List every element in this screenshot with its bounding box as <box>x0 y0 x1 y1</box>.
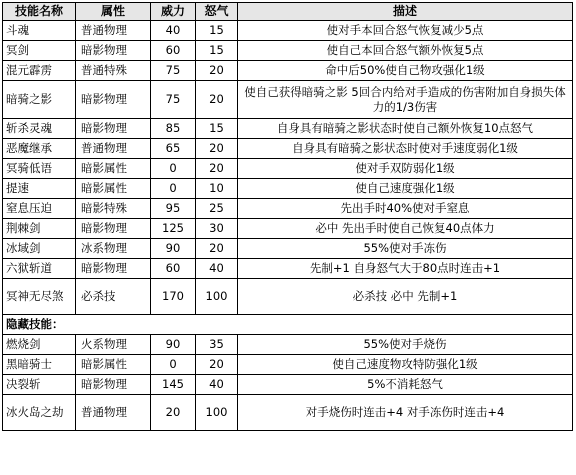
table-row <box>3 219 573 239</box>
skill-desc: 使自己速度物攻特防强化1级 <box>238 355 573 375</box>
hidden-skills-section-row <box>3 315 573 335</box>
skill-desc: 55%使对手烧伤 <box>238 335 573 355</box>
table-row <box>3 119 573 139</box>
skill-name: 黑暗骑士 <box>3 355 76 375</box>
table-row <box>3 139 573 159</box>
skill-desc: 使对手双防弱化1级 <box>238 159 573 179</box>
skill-anger: 100 <box>196 395 238 431</box>
skill-anger: 20 <box>196 81 238 119</box>
table-row <box>3 355 573 375</box>
table-row <box>3 239 573 259</box>
skill-anger: 30 <box>196 219 238 239</box>
skill-name: 决裂斩 <box>3 375 76 395</box>
skill-name: 暗骑之影 <box>3 81 76 119</box>
skill-name: 荆棘剑 <box>3 219 76 239</box>
skill-attr: 暗影物理 <box>76 259 151 279</box>
skill-anger: 40 <box>196 259 238 279</box>
skill-desc: 自身具有暗骑之影状态时使对手速度弱化1级 <box>238 139 573 159</box>
skill-table <box>2 2 573 431</box>
skill-desc: 使对手本回合怒气恢复减少5点 <box>238 21 573 41</box>
skill-name: 窒息压迫 <box>3 199 76 219</box>
skill-power: 145 <box>151 375 196 395</box>
table-row <box>3 81 573 119</box>
skill-desc: 55%使对手冻伤 <box>238 239 573 259</box>
skill-attr: 普通物理 <box>76 21 151 41</box>
skill-power: 65 <box>151 139 196 159</box>
header-attr: 属性 <box>76 3 151 21</box>
skill-name: 提速 <box>3 179 76 199</box>
skill-attr: 普通物理 <box>76 139 151 159</box>
skill-attr: 火系物理 <box>76 335 151 355</box>
skill-anger: 35 <box>196 335 238 355</box>
skill-desc: 使自己速度强化1级 <box>238 179 573 199</box>
skill-name: 混元霹雳 <box>3 61 76 81</box>
skill-desc: 必中 先出手时使自己恢复40点体力 <box>238 219 573 239</box>
skill-desc: 必杀技 必中 先制+1 <box>238 279 573 315</box>
skill-name: 冥剑 <box>3 41 76 61</box>
skill-desc: 先出手时40%使对手窒息 <box>238 199 573 219</box>
skill-power: 40 <box>151 21 196 41</box>
skill-anger: 20 <box>196 61 238 81</box>
skill-power: 85 <box>151 119 196 139</box>
table-row <box>3 179 573 199</box>
table-row <box>3 375 573 395</box>
skill-anger: 40 <box>196 375 238 395</box>
skill-attr: 普通特殊 <box>76 61 151 81</box>
skill-attr: 暗影物理 <box>76 81 151 119</box>
skill-anger: 20 <box>196 139 238 159</box>
table-row <box>3 395 573 431</box>
skill-anger: 100 <box>196 279 238 315</box>
skill-power: 0 <box>151 179 196 199</box>
skill-name: 燃烧剑 <box>3 335 76 355</box>
skill-name: 六狱斩道 <box>3 259 76 279</box>
table-row <box>3 61 573 81</box>
table-row <box>3 259 573 279</box>
hidden-skills-title: 隐藏技能： <box>3 315 573 335</box>
skill-power: 90 <box>151 335 196 355</box>
skill-anger: 15 <box>196 41 238 61</box>
skill-desc: 5%不消耗怒气 <box>238 375 573 395</box>
skill-attr: 冰系物理 <box>76 239 151 259</box>
skill-power: 20 <box>151 395 196 431</box>
skill-attr: 暗影属性 <box>76 159 151 179</box>
skill-desc: 对手烧伤时连击+4 对手冻伤时连击+4 <box>238 395 573 431</box>
skill-attr: 暗影物理 <box>76 119 151 139</box>
skill-anger: 20 <box>196 159 238 179</box>
skill-anger: 25 <box>196 199 238 219</box>
skill-attr: 暗影物理 <box>76 41 151 61</box>
skill-power: 95 <box>151 199 196 219</box>
skill-power: 60 <box>151 259 196 279</box>
skill-name: 冰域剑 <box>3 239 76 259</box>
skill-desc: 自身具有暗骑之影状态时使自己额外恢复10点怒气 <box>238 119 573 139</box>
skill-name: 斗魂 <box>3 21 76 41</box>
skill-attr: 暗影物理 <box>76 375 151 395</box>
header-power: 威力 <box>151 3 196 21</box>
table-row <box>3 279 573 315</box>
skill-power: 170 <box>151 279 196 315</box>
skill-attr: 普通物理 <box>76 395 151 431</box>
skill-power: 0 <box>151 355 196 375</box>
skill-name: 恶魔继承 <box>3 139 76 159</box>
skill-power: 75 <box>151 81 196 119</box>
skill-attr: 暗影属性 <box>76 355 151 375</box>
skill-desc: 先制+1 自身怒气大于80点时连击+1 <box>238 259 573 279</box>
table-row <box>3 335 573 355</box>
skill-power: 75 <box>151 61 196 81</box>
table-row <box>3 41 573 61</box>
skill-attr: 暗影物理 <box>76 219 151 239</box>
skill-attr: 必杀技 <box>76 279 151 315</box>
skill-attr: 暗影属性 <box>76 179 151 199</box>
skill-name: 斩杀灵魂 <box>3 119 76 139</box>
table-row <box>3 21 573 41</box>
skill-desc: 使自己获得暗骑之影 5回合内给对手造成的伤害附加自身损失体力的1/3伤害 <box>238 81 573 119</box>
skill-power: 90 <box>151 239 196 259</box>
table-row <box>3 159 573 179</box>
header-name: 技能名称 <box>3 3 76 21</box>
skill-anger: 15 <box>196 119 238 139</box>
skill-name: 冰火岛之劫 <box>3 395 76 431</box>
header-desc: 描述 <box>238 3 573 21</box>
skill-name: 冥骑低语 <box>3 159 76 179</box>
skill-anger: 15 <box>196 21 238 41</box>
skill-desc: 命中后50%使自己物攻强化1级 <box>238 61 573 81</box>
skill-power: 125 <box>151 219 196 239</box>
skill-anger: 10 <box>196 179 238 199</box>
header-row <box>3 3 573 21</box>
skill-anger: 20 <box>196 239 238 259</box>
header-anger: 怒气 <box>196 3 238 21</box>
skill-attr: 暗影特殊 <box>76 199 151 219</box>
skill-power: 0 <box>151 159 196 179</box>
skill-desc: 使自己本回合怒气额外恢复5点 <box>238 41 573 61</box>
skill-power: 60 <box>151 41 196 61</box>
skill-anger: 20 <box>196 355 238 375</box>
table-row <box>3 199 573 219</box>
skill-name: 冥神无尽煞 <box>3 279 76 315</box>
